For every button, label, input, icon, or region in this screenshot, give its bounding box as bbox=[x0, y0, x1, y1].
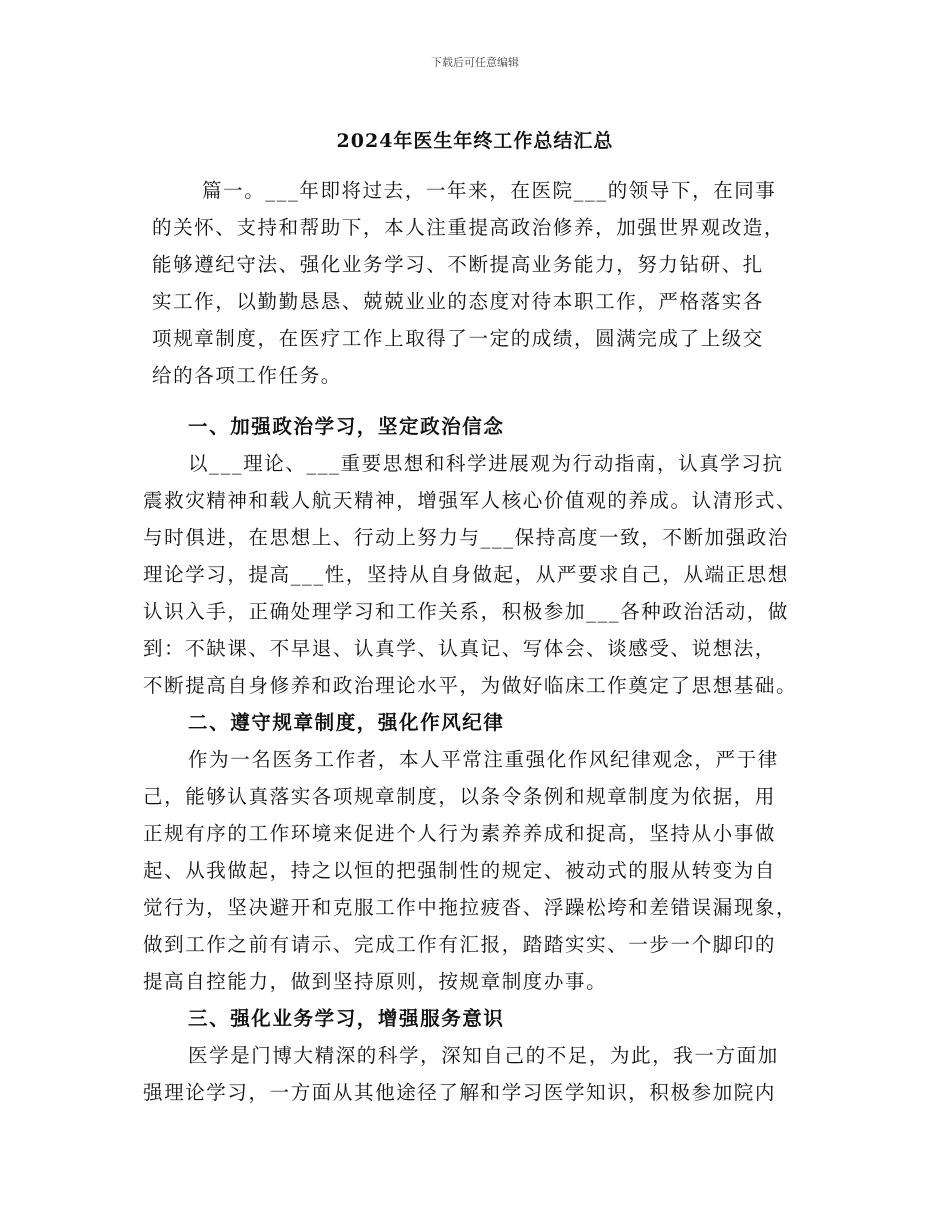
page-header-note: 下载后可任意编辑 bbox=[431, 56, 519, 69]
section-heading: 二、遵守规章制度，强化作风纪律 bbox=[188, 711, 505, 734]
body-line: 医学是门博大精深的科学，深知自己的不足，为此，我一方面加 bbox=[188, 1044, 779, 1067]
document-title: 2024年医生年终工作总结汇总 bbox=[336, 130, 614, 152]
intro-line: 能够遵纪守法、强化业务学习、不断提高业务能力，努力钻研、扎 bbox=[152, 253, 764, 276]
body-line: 做到工作之前有请示、完成工作有汇报，踏踏实实、一步一个脚印的 bbox=[143, 933, 777, 956]
body-line: 正规有序的工作环境来促进个人行为素养养成和捉高，坚持从小事做 bbox=[143, 822, 777, 845]
body-line: 以___理论、___重要思想和科学进展观为行动指南，认真学习抗 bbox=[188, 452, 784, 475]
section-heading: 一、加强政治学习，坚定政治信念 bbox=[188, 415, 505, 438]
body-line: 作为一名医务工作者，本人平常注重强化作风纪律观念，严于律 bbox=[188, 748, 779, 771]
section-heading: 三、强化业务学习，增强服务意识 bbox=[188, 1007, 505, 1030]
body-line: 强理论学习，一方面从其他途径了解和学习医学知识，积极参加院内 bbox=[143, 1081, 777, 1104]
intro-line: 给的各项工作任务。 bbox=[152, 364, 342, 387]
body-line: 震救灾精神和载人航天精神，增强军人核心价值观的养成。认清形式、 bbox=[143, 489, 798, 512]
body-line: 理论学习，提高___性，坚持从自身做起，从严要求自己，从端正思想 bbox=[143, 563, 789, 586]
body-line: 起、从我做起，持之以恒的把强制性的规定、被动式的服从转变为自 bbox=[143, 859, 777, 882]
intro-line: 实工作，以勤勤恳恳、兢兢业业的态度对待本职工作，严格落实各 bbox=[152, 290, 764, 313]
body-line: 觉行为，坚决避开和克服工作中拖拉疲沓、浮躁松垮和差错误漏现象， bbox=[143, 896, 798, 919]
body-line: 己，能够认真落实各项规章制度，以条令条例和规章制度为依据，用 bbox=[143, 785, 777, 808]
body-line: 认识入手，正确处理学习和工作关系，积极参加___各种政治活动，做 bbox=[143, 600, 789, 623]
body-line: 与时俱进，在思想上、行动上努力与___保持高度一致，不断加强政治 bbox=[143, 526, 789, 549]
body-line: 不断提高自身修养和政治理论水平，为做好临床工作奠定了思想基础。 bbox=[143, 674, 798, 697]
intro-line: 篇一。___年即将过去，一年来，在医院___的领导下，在同事 bbox=[202, 179, 777, 202]
body-line: 到：不缺课、不早退、认真学、认真记、写体会、谈感受、说想法， bbox=[143, 637, 777, 660]
intro-line: 的关怀、支持和帮助下，本人注重提高政治修养，加强世界观改造， bbox=[152, 216, 786, 239]
intro-line: 项规章制度，在医疗工作上取得了一定的成绩，圆满完成了上级交 bbox=[152, 327, 764, 350]
body-line: 提高自控能力，做到坚持原则，按规章制度办事。 bbox=[143, 970, 608, 993]
